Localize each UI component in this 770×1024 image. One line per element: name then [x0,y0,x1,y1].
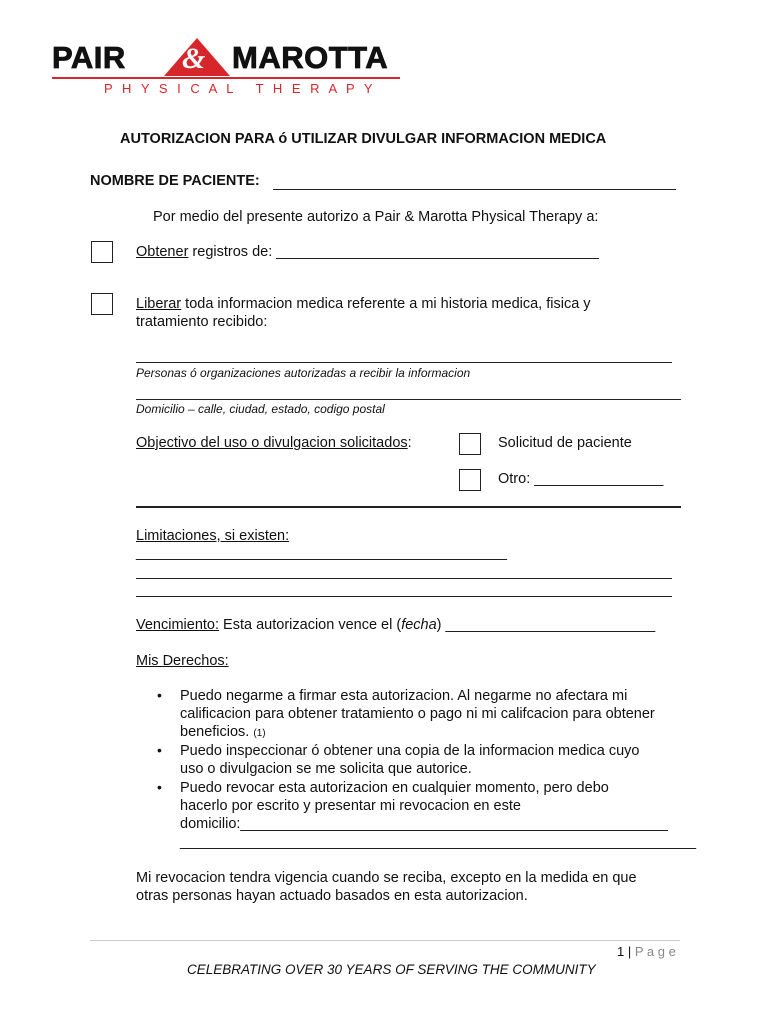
obtain-rest-text: registros de: ________________________________________ [188,244,599,260]
right-1-line-3 [180,724,266,740]
right-1-footnote: (1) [253,728,266,739]
footer-slogan: CELEBRATING OVER 30 YEARS OF SERVING THE COMMUNITY [187,962,596,977]
objective-label [136,435,412,451]
expiration-text-b: ) __________________________ [436,617,656,633]
expiration-text-a: Esta autorizacion vence el ( [219,617,402,633]
other-purpose-label: Otro: ________________ [498,471,664,487]
objective-divider [136,506,681,508]
limitations-line-1[interactable]: ______________________________________________ [136,545,507,561]
expiration-line [136,617,655,633]
release-option-line2: tratamiento recibido: [136,314,268,330]
right-1-text: beneficios. [180,724,250,740]
right-3-line-3[interactable]: domicilio:_____________________________________________________ [180,816,668,832]
rights-label: Mis Derechos: [136,653,229,669]
right-2-line-2: uso o divulgacion se me solicita que autorice. [180,761,472,777]
expiration-fecha: fecha [401,617,437,633]
release-checkbox[interactable] [91,293,113,315]
release-rest-text: toda informacion medica referente a mi historia medica, fisica y [181,296,591,312]
right-1-line-1: Puedo negarme a firmar esta autorizacion. Al negarme no afectara mi [180,688,628,704]
page-separator: | [624,944,635,959]
right-3-line-4[interactable]: ________________________________________________________________ [180,834,697,850]
logo-underline [52,77,400,79]
right-3-line-2: hacerlo por escrito y presentar mi revocacion en este [180,798,521,814]
other-purpose-checkbox[interactable] [459,469,481,491]
patient-request-checkbox[interactable] [459,433,481,455]
patient-name-field[interactable] [273,189,676,190]
rights-bullet-1: • [157,687,162,703]
document-title: AUTORIZACION PARA ó UTILIZAR DIVULGAR INFORMACION MEDICA [120,131,607,147]
release-link-text: Liberar [136,296,182,312]
logo-ampersand: & [182,42,206,75]
page-number: 1 [617,944,625,959]
obtain-link-text: Obtener [136,244,189,260]
release-option-line1 [136,296,591,312]
authorized-persons-caption: Personas ó organizaciones autorizadas a recibir la informacion [136,366,471,380]
authorized-persons-field[interactable] [136,362,672,363]
rights-bullet-3: • [157,779,162,795]
footer-divider [90,940,680,941]
objective-label-text: Objectivo del uso o divulgacion solicitados [136,435,408,451]
limitations-label: Limitaciones, si existen: [136,528,290,544]
limitations-line-3[interactable] [136,596,672,597]
right-1-line-2: calificacion para obtener tratamiento o pago ni mi califcacion para obtener [180,706,655,722]
right-3-line-1: Puedo revocar esta autorizacion en cualquier momento, pero debo [180,780,609,796]
intro-text: Por medio del presente autorizo a Pair & Marotta Physical Therapy a: [153,209,599,225]
patient-name-label: NOMBRE DE PACIENTE: [90,173,260,189]
page-word: P a g e [634,944,676,959]
right-2-line-1: Puedo inspeccionar ó obtener una copia de la informacion medica cuyo [180,743,640,759]
rights-bullet-2: • [157,742,162,758]
limitations-line-2[interactable] [136,578,672,579]
patient-request-label: Solicitud de paciente [498,435,632,451]
obtain-checkbox[interactable] [91,241,113,263]
address-caption: Domicilio – calle, ciudad, estado, codigo postal [136,402,385,416]
logo-subtitle: P H Y S I C A L T H E R A P Y [104,81,376,96]
page-indicator [617,944,676,959]
logo-word-right: MAROTTA [232,40,389,75]
company-logo [52,36,402,96]
address-field[interactable] [136,399,681,400]
revocation-line-1: Mi revocacion tendra vigencia cuando se reciba, excepto en la medida en que [136,870,637,886]
revocation-line-2: otras personas hayan actuado basados en esta autorizacion. [136,888,528,904]
logo-word-left: PAIR [52,40,126,75]
objective-colon: : [407,435,412,451]
expiration-label: Vencimiento: [136,617,220,633]
obtain-option-text [136,244,599,260]
